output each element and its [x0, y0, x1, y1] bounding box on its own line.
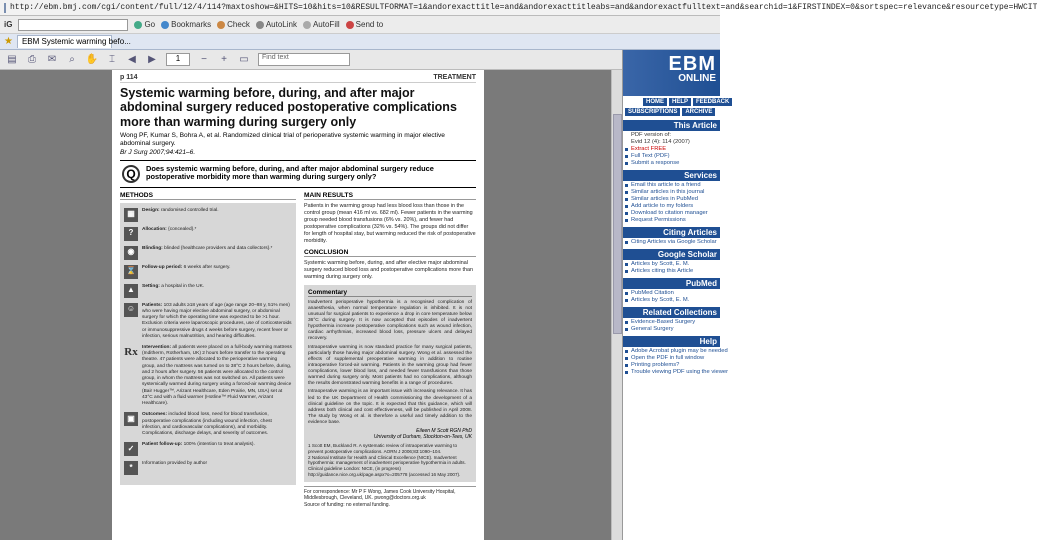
help-item[interactable]: Printing problems? — [623, 361, 720, 368]
this-article-item[interactable]: Extract FREE — [623, 145, 720, 152]
methods-box — [120, 203, 296, 486]
page-header — [120, 74, 476, 83]
commentary-paragraph: Intraoperative warming is an important issue with increasing relevance. It has led to the UK Department of Health commissioning the development of a clinical guideline on the topic. It is expected that this guidance, which will address both clinical and cost effectiveness, will be published in April 2008. The study by Wong et al. is therefore a useful and timely addition to the evidence base. — [308, 389, 472, 426]
find-input[interactable]: Find text — [258, 53, 350, 66]
method-text — [142, 208, 219, 222]
method-detail: 103 adults ≥18 years of age (age range 20–88 y, 51% men) who were having major elective abdominal surgery, or abdominal surgery for which the operating time was expected to be >1 hour. Exclusion criteria were laparoscopic procedures, use of corticosteroids or immunosuppressive drugs 4 weeks before surgery, recent fever or infection, serious malnutrition, and hearing difficulties. — [142, 302, 292, 339]
related-item[interactable]: Evidence-Based Surgery — [623, 318, 720, 325]
pdf-toolbar — [0, 50, 622, 70]
send-to-button[interactable]: Send to — [346, 20, 384, 29]
commentary-text — [308, 300, 472, 427]
method-row — [124, 412, 292, 437]
method-row — [124, 442, 292, 456]
search-icon[interactable]: ⌕ — [69, 54, 75, 65]
autolink-button[interactable]: AutoLink — [256, 20, 297, 29]
note-icon: * — [124, 461, 138, 475]
tab-bar — [0, 34, 720, 50]
results-heading: MAIN RESULTS — [304, 192, 476, 200]
results-text: Patients in the warming group had less blood loss than those in the control group (mean 416 ml vs. 682 ml). Fewer patients in the warming group needed blood transfusions (6% vs. 20%), and fewer had postoperative complications (32% vs. 54%). The groups did not differ for length of hospital stay, but warming reduced the risk of postoperative morbidity. — [304, 202, 476, 244]
commentary-paragraph: Intraoperative warming is now standard practice for many surgical patients, particularly those having major abdominal surgery. Wong et al. assessed the effects of supplemental preoperative warming in addition to routine intraoperative forced-air warming. Patients in the warming group had fewer complications, lower blood loss, and needed fewer transfusions than those warmed during surgery only. Most patients had no complications, although the results demonstrated warming benefits in a range of procedures. — [308, 344, 472, 387]
design-icon: ▦ — [124, 208, 138, 222]
method-text — [142, 284, 204, 298]
fit-page-icon[interactable]: ▭ — [239, 54, 249, 65]
method-row — [124, 227, 292, 241]
next-page-icon[interactable]: ▶ — [148, 54, 156, 65]
sidebar-nav — [623, 96, 730, 106]
method-detail: all patients were placed on a full-body warming mattress (Inditherm, Rotherham, UK) 2 hours before transfer to the operating theatre. 47 patients were allocated to the perioperative warming group, and the mattress was turned on to 38°C 2 hours before, during, and 2 hours after surgery. 56 patients were allocated to the control group, in whom the mattress was not switched on. All patients were systemically warmed during surgery using a forced-air warming device (Bair Hugger™, Arizant Healthcare, Eden Prairie, MN, USA) set at 43°C and with a fluid warmer (Hotline™ Fluid Warmer, Arizant Healthcare). — [142, 345, 292, 407]
favorites-star-icon[interactable]: ★ — [4, 36, 13, 47]
help-item[interactable]: Adobe Acrobat plugin may be needed — [623, 347, 720, 354]
article-title: Systemic warming before, during, and after major abdominal surgery reduced postoperative complications more than warming during surgery only — [120, 86, 457, 129]
commentary-box — [304, 285, 476, 482]
help-item[interactable]: Trouble viewing PDF using the viewer — [623, 368, 720, 375]
zoom-in-icon[interactable]: + — [221, 54, 227, 65]
ebm-logo[interactable]: EBM ONLINE — [623, 50, 720, 96]
method-text — [142, 461, 207, 475]
sidebar-nav-2 — [623, 106, 720, 116]
reference-item: 2 National Institute for Health and Clinical Excellence (NICE). Inadvertent hypothermia: management of inadvertent perioperative hypothermia in adults. Clinical guideline London: NICE, (in progress) http://guidance.nice.org.uk/page.aspx?o=205778 (accessed 16 May 2007). — [308, 454, 466, 477]
methods-heading: METHODS — [120, 192, 296, 200]
commentary-affiliation: University of Durham, Stockton-on-Tees, UK — [373, 434, 472, 441]
link-icon — [256, 21, 264, 29]
pubmed-item[interactable]: Articles by Scott, E. M. — [623, 296, 720, 303]
question-icon: Q — [122, 165, 140, 183]
method-text — [142, 246, 272, 260]
method-row — [124, 284, 292, 298]
method-label: Blinding: — [142, 245, 163, 251]
page-icon — [4, 3, 6, 13]
services-item[interactable]: Download to citation manager — [623, 209, 720, 216]
nav-home[interactable]: HOME — [643, 98, 667, 106]
citing-heading: Citing Articles — [623, 227, 720, 238]
services-heading: Services — [623, 170, 720, 181]
pdf-viewer[interactable] — [0, 70, 622, 540]
nav-subscriptions[interactable]: SUBSCRIPTIONS — [625, 108, 680, 116]
google-scholar-item[interactable]: Articles by Scott, E. M. — [623, 260, 720, 267]
method-detail: included blood loss, need for blood transfusion, postoperative complications (including wound infection, chest infection, and cardiovascular complications), and morbidity. Complications, discharge delays, and severity of outcomes. — [142, 412, 272, 437]
previous-page-icon[interactable]: ◀ — [128, 54, 136, 65]
reference-item: 1 Scott EM, Buckland R. A systematic review of intraoperative warming to prevent postoperative complications. AORN J 2006;83:1090–104. — [308, 443, 458, 454]
google-scholar-heading: Google Scholar — [623, 249, 720, 260]
this-article-item: PDF version of: — [631, 132, 671, 138]
conclusion-text: Systemic warming before, during, and after elective major abdominal surgery reduced blood loss and postoperative complications more than warming during surgery only. — [304, 259, 474, 280]
commentary-paragraph: Inadvertent perioperative hypothermia is a recognised complication of anaesthesia, when normal temperature regulation is inhibited. It is not unusual for surgical patients to experience a drop in core temperature below 36°C during surgery. It is now accepted that episodes of inadvertent hypothermia increase postoperative complications such as wound infection, cardiac arrhythmias, increased blood loss, pressure ulcers and delayed recovery. — [308, 299, 472, 342]
pdf-page — [112, 70, 484, 540]
citing-item[interactable]: Citing Articles via Google Scholar — [623, 238, 720, 245]
method-detail: {concealed}.* — [168, 226, 197, 232]
services-item[interactable]: Request Permissions — [623, 216, 720, 223]
method-text — [142, 442, 255, 456]
outcomes-icon: ▣ — [124, 412, 138, 426]
method-row — [124, 303, 292, 340]
related-heading: Related Collections — [623, 307, 720, 318]
method-text — [142, 227, 196, 241]
commentary-author: Eileen M Scott RGN PhD — [416, 428, 472, 435]
intervention-icon: Rx — [124, 345, 138, 358]
go-button[interactable]: Go — [134, 20, 155, 29]
method-detail: randomised controlled trial. — [160, 207, 219, 213]
method-detail: 6 weeks after surgery. — [183, 264, 231, 270]
sidebar — [622, 50, 730, 540]
method-text — [142, 265, 230, 279]
save-icon[interactable]: ▤ — [7, 54, 17, 65]
select-tool-icon[interactable]: ⌶ — [109, 54, 115, 65]
method-text — [142, 303, 292, 340]
results-column — [304, 192, 476, 509]
method-row — [124, 345, 292, 407]
check-button[interactable]: Check — [217, 20, 250, 29]
method-label: Allocation: — [142, 226, 167, 232]
follow-up-icon: ⌛ — [124, 265, 138, 279]
hand-tool-icon[interactable]: ✋ — [85, 54, 99, 65]
method-label: Follow-up period: — [142, 264, 183, 270]
article-citation: Wong PF, Kumar S, Bohra A, et al. Randomized clinical trial of perioperative systemic warming in major elective abdominal surgery. — [120, 132, 445, 148]
print-icon[interactable]: ⎙ — [28, 54, 36, 65]
help-item[interactable]: Open the PDF in full window — [623, 354, 720, 361]
toolbar-search-input[interactable] — [18, 19, 128, 31]
patients-icon: ☺ — [124, 303, 138, 317]
toolbar-logo[interactable]: iG — [4, 20, 13, 29]
correspondence-block — [304, 486, 476, 509]
related-item[interactable]: General Surgery — [623, 325, 720, 332]
bookmarks-button[interactable]: Bookmarks — [161, 20, 211, 29]
pubmed-heading: PubMed — [623, 278, 720, 289]
method-label: Patient follow-up: — [142, 442, 183, 448]
method-row — [124, 461, 292, 475]
setting-icon: ▲ — [124, 284, 138, 298]
this-article-item: Evid 12 (4): 114 (2007) — [631, 139, 690, 145]
commentary-signature — [308, 428, 472, 440]
commentary-references — [308, 443, 472, 477]
services-item[interactable]: Similar articles in PubMed — [623, 195, 720, 202]
patient-followup-icon: ✓ — [124, 442, 138, 456]
question-box — [120, 160, 476, 188]
help-heading: Help — [623, 336, 720, 347]
article-journal: Br J Surg 2007;94:421–6. — [120, 148, 196, 156]
autofill-button[interactable]: AutoFill — [303, 20, 340, 29]
go-icon — [134, 21, 142, 29]
pubmed-item[interactable]: PubMed Citation — [623, 289, 720, 296]
address-bar[interactable] — [0, 0, 1037, 16]
section-label: TREATMENT — [433, 74, 476, 81]
method-row — [124, 208, 292, 222]
method-row — [124, 246, 292, 260]
question-text: Does systemic warming before, during, and after major abdominal surgery reduce postoperative morbidity more than warming during surgery only? — [146, 163, 434, 182]
nav-feedback[interactable]: FEEDBACK — [693, 98, 732, 106]
blinding-icon: ◉ — [124, 246, 138, 260]
pdf-scrollbar[interactable] — [611, 70, 622, 540]
method-detail: 100% (intention to treat analysis). — [183, 442, 255, 448]
check-icon — [217, 21, 225, 29]
allocation-icon: ? — [124, 227, 138, 241]
method-row — [124, 265, 292, 279]
url-text[interactable]: http://ebm.bmj.com/cgi/content/full/12/4/114?maxtoshow=&HITS=10&hits=10&RESULTFORMAT=1&andorexacttitle=and&andorexacttitleabs=and&andorexactfulltext=and&searchid=1&FIRSTINDEX=0&sortspec=relevance&resourcetype=HWCIT — [10, 3, 1037, 12]
services-item[interactable]: Add article to my folders — [623, 202, 720, 209]
star-icon — [161, 21, 169, 29]
correspondence-text: For correspondence: Mr P F Wong, James Cook University Hospital, Middlesbrough, Cleveland, UK. pwong@doctors.org.uk — [304, 488, 456, 502]
browser-toolbar — [0, 16, 720, 34]
this-article-item[interactable]: Submit a response — [623, 159, 720, 166]
nav-archive[interactable]: ARCHIVE — [682, 108, 715, 116]
method-label: Patients: — [142, 302, 163, 308]
method-text — [142, 345, 292, 407]
google-scholar-item[interactable]: Articles citing this Article — [623, 267, 720, 274]
method-detail: Information provided by author — [142, 461, 208, 467]
methods-column — [120, 192, 296, 509]
autofill-icon — [303, 21, 311, 29]
this-article-heading: This Article — [623, 120, 720, 131]
page-number-field[interactable]: 1 — [166, 53, 190, 66]
method-label: Intervention: — [142, 345, 172, 350]
method-label: Outcomes: — [142, 412, 168, 418]
method-text — [142, 412, 292, 437]
this-article-item[interactable]: Full Text (PDF) — [623, 152, 720, 159]
tab-active[interactable]: EBM Systemic warming befo... — [17, 35, 112, 48]
method-label: Design: — [142, 207, 160, 213]
funding-text: Source of funding: no external funding. — [304, 501, 390, 508]
scroll-thumb[interactable] — [613, 114, 622, 334]
send-icon — [346, 21, 354, 29]
method-label: Setting: — [142, 283, 160, 289]
commentary-heading: Commentary — [308, 289, 472, 297]
nav-help[interactable]: HELP — [669, 98, 691, 106]
method-detail: blinded {healthcare providers and data collectors}.* — [164, 245, 273, 251]
page-number: p 114 — [120, 74, 138, 81]
services-item[interactable]: Similar articles in this journal — [623, 188, 720, 195]
zoom-out-icon[interactable]: − — [201, 54, 207, 65]
email-icon[interactable]: ✉ — [47, 54, 57, 65]
services-item[interactable]: Email this article to a friend — [623, 181, 720, 188]
method-detail: a hospital in the UK. — [161, 283, 205, 289]
conclusion-heading: CONCLUSION — [304, 249, 476, 257]
